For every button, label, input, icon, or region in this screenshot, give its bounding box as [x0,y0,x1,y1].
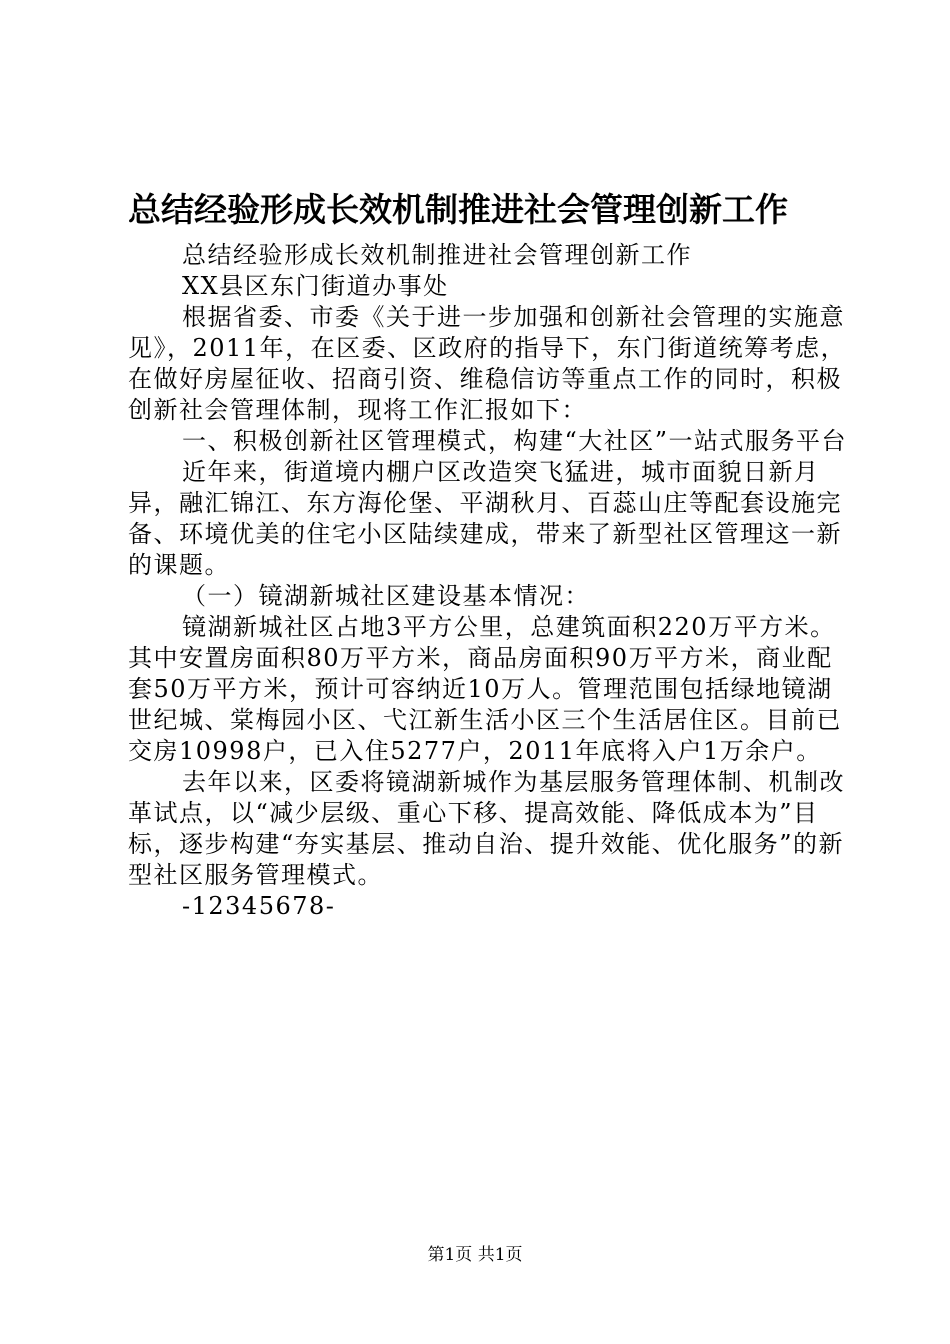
document-subtitle: 总结经验形成长效机制推进社会管理创新工作 [182,241,692,269]
paragraph-intro: 根据省委、市委《关于进一步加强和创新社会管理的实施意见》，2011年，在区委、区政府的指导下，东门街道统筹考虑，在做好房屋征收、招商引资、维稳信访等重点工作的同时，积极创新社会管理体制，现将工作汇报如下： [128,303,847,424]
page-code: -12345678- [182,892,336,920]
document-body [128,240,850,922]
subsection-heading-1: （一）镜湖新城社区建设基本情况： [182,582,590,610]
paragraph-background: 近年来，街道境内棚户区改造突飞猛进，城市面貌日新月异，融汇锦江、东方海伦堡、平湖秋月、百蕊山庄等配套设施完备、环境优美的住宅小区陆续建成，带来了新型社区管理这一新的课题。 [128,458,842,579]
document-page [128,180,850,922]
section-heading-1: 一、积极创新社区管理模式，构建“大社区”一站式服务平台 [182,427,848,455]
paragraph-reform: 去年以来，区委将镜湖新城作为基层服务管理体制、机制改革试点，以“减少层级、重心下移、提高效能、降低成本为”目标，逐步构建“夯实基层、推动自治、提升效能、优化服务”的新型社区服务管理模式。 [128,768,845,889]
document-title: 总结经验形成长效机制推进社会管理创新工作 [128,190,788,229]
paragraph-community-stats: 镜湖新城社区占地3平方公里，总建筑面积220万平方米。其中安置房面积80万平方米，商品房面积90万平方米，商业配套50万平方米，预计可容纳近10万人。管理范围包括绿地镜湖世纪城、棠梅园小区、弋江新生活小区三个生活居住区。目前已交房10998户，已入住5277户，2011年底将入户1万余户。 [128,613,842,765]
page-footer: 第1页 共1页 [427,1245,523,1265]
document-organization: XX县区东门街道办事处 [182,272,449,300]
